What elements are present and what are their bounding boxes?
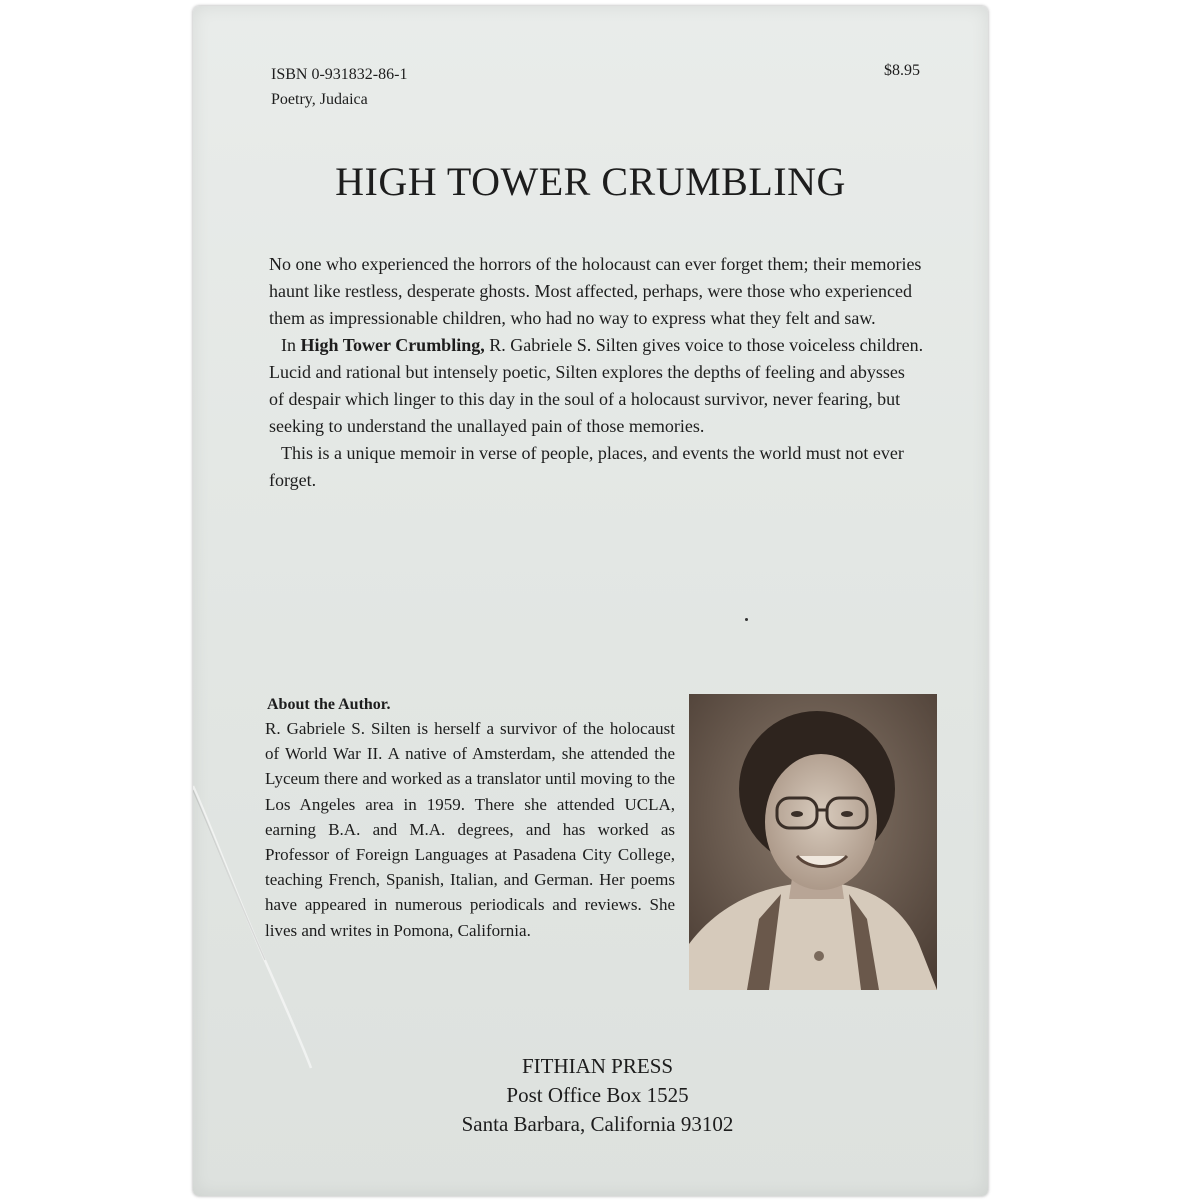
book-blurb	[269, 251, 924, 494]
isbn-number: ISBN 0-931832-86-1	[271, 66, 408, 83]
blurb-paragraph-2	[269, 332, 924, 440]
book-back-cover	[193, 6, 988, 1196]
author-bio: R. Gabriele S. Silten is herself a survivor of the holocaust of World War II. A native of Amsterdam, she attended the Lyceum there and worked as a translator until moving to the Los Angeles area in 1959. There she attended UCLA, earning B.A. and M.A. degrees, and has worked as Professor of Foreign Languages at Pasadena City College, teaching French, Spanish, Italian, and German. Her poems have appeared in numerous periodicals and reviews. She lives and writes in Pomona, California.	[265, 719, 675, 940]
book-price: $8.95	[884, 62, 920, 79]
isbn-block	[271, 62, 407, 112]
blurb-paragraph-2-prefix: In	[281, 335, 301, 355]
publisher-address-line-2: Santa Barbara, California 93102	[461, 1112, 734, 1136]
print-speck	[745, 618, 748, 621]
blurb-paragraph-1: No one who experienced the horrors of the holocaust can ever forget them; their memories haunt like restless, desperate ghosts. Most affected, perhaps, were those who experienced them as impressionable children, who had no way to express what they felt and saw.	[269, 254, 922, 328]
about-author-heading: About the Author.	[267, 696, 391, 713]
blurb-paragraph-3: This is a unique memoir in verse of people, places, and events the world must not ever forget.	[269, 443, 904, 490]
author-photo	[689, 694, 937, 990]
author-portrait-image	[689, 694, 937, 990]
book-title: HIGH TOWER CRUMBLING	[335, 159, 846, 204]
publisher-name: FITHIAN PRESS	[521, 1054, 674, 1078]
blurb-book-title-bold: High Tower Crumbling,	[300, 335, 485, 355]
publisher-address-line-1: Post Office Box 1525	[506, 1083, 689, 1107]
blurb-paragraph-2-rest: R. Gabriele S. Silten gives voice to those voiceless children. Lucid and rational but intensely poetic, Silten explores the depths of feeling and abysses of despair which linger to this day in the soul of a holocaust survivor, never fearing, but seeking to understand the unallayed pain of those memories.	[269, 335, 924, 436]
book-category: Poetry, Judaica	[271, 91, 368, 108]
publisher-block	[193, 1052, 988, 1139]
